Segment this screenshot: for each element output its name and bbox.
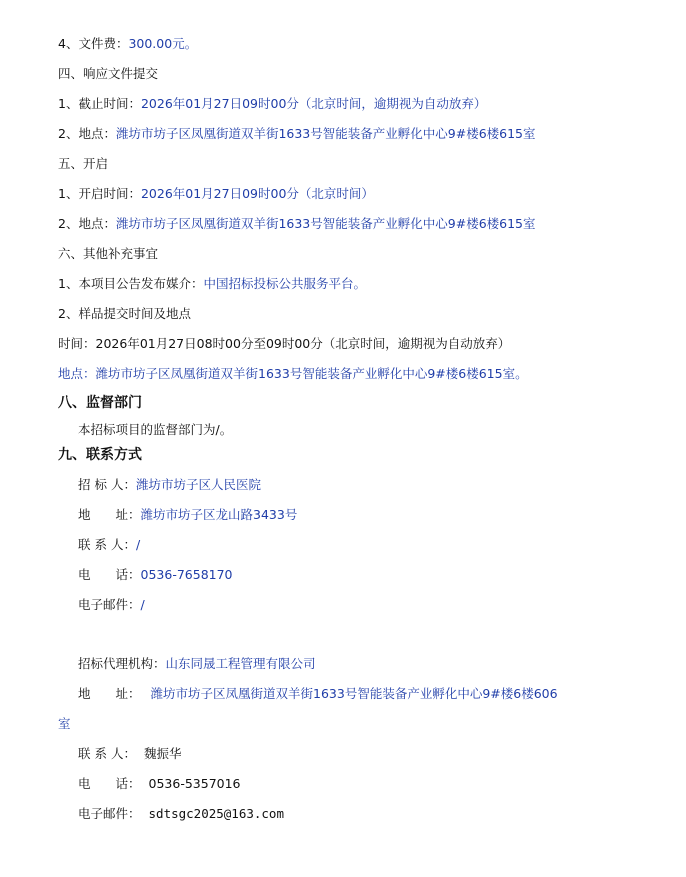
open-time-line: [58, 186, 374, 202]
section-4-title: 四、响应文件提交: [58, 66, 159, 81]
sample-place-value: 潍坊市坊子区凤凰街道双羊街1633号智能装备产业孵化中心9#楼6楼615室。: [95, 366, 528, 381]
buyer-name-line: [78, 477, 261, 493]
section-5-title: 五、开启: [58, 156, 109, 171]
agency-phone-value: 0536-5357016: [148, 776, 241, 791]
buyer-phone-value: 0536-7658170: [140, 567, 233, 582]
fee-value: 300.00元。: [128, 36, 198, 51]
agency-contact-value: 魏振华: [143, 746, 182, 761]
open-location-value: 潍坊市坊子区凤凰街道双羊街1633号智能装备产业孵化中心9#楼6楼615室: [115, 216, 536, 231]
buyer-phone-line: [78, 567, 233, 583]
submit-location-value: 潍坊市坊子区凤凰街道双羊街1633号智能装备产业孵化中心9#楼6楼615室: [115, 126, 536, 141]
buyer-address-line: [78, 507, 297, 523]
agency-email-value[interactable]: sdtsgc2025@163.com: [148, 806, 284, 821]
agency-contact-label: 联 系 人：: [78, 746, 136, 761]
section-6-title: 六、其他补充事宜: [58, 246, 159, 261]
agency-contact-line: [78, 746, 181, 762]
media-value: 中国招标投标公共服务平台。: [203, 276, 366, 291]
buyer-email-line: [78, 597, 145, 613]
buyer-address-label: 地 址：: [78, 507, 141, 522]
agency-phone-label: 电 话：: [78, 776, 141, 791]
sample-time-line: [58, 336, 510, 352]
open-location-label: 2、地点：: [58, 216, 116, 231]
media-label: 1、本项目公告发布媒介：: [58, 276, 204, 291]
agency-address-value: 潍坊市坊子区凤凰街道双羊街1633号智能装备产业孵化中心9#楼6楼606: [150, 686, 558, 701]
agency-address-wrap: 室: [58, 716, 71, 731]
sample-time-value: 2026年01月27日08时00分至09时00分（北京时间，逾期视为自动放弃）: [95, 336, 511, 351]
agency-name-label: 招标代理机构：: [78, 656, 166, 671]
media-line: [58, 276, 366, 292]
section-8-title: 八、监督部门: [58, 395, 142, 411]
agency-email-label: 电子邮件：: [78, 806, 141, 821]
buyer-address-value: 潍坊市坊子区龙山路3433号: [140, 507, 298, 522]
agency-email-line: [78, 806, 284, 822]
buyer-email-label: 电子邮件：: [78, 597, 141, 612]
buyer-name-value: 潍坊市坊子区人民医院: [135, 477, 261, 492]
sample-time-label: 时间：: [58, 336, 96, 351]
agency-name-value: 山东同晟工程管理有限公司: [165, 656, 316, 671]
agency-phone-line: [78, 776, 241, 792]
agency-address-line: [78, 686, 558, 702]
buyer-name-label: 招 标 人：: [78, 477, 136, 492]
open-time-value: 2026年01月27日09时00分（北京时间）: [140, 186, 374, 201]
sample-place-line: [58, 366, 528, 382]
supervision-text: 本招标项目的监督部门为/。: [78, 422, 233, 437]
buyer-phone-label: 电 话：: [78, 567, 141, 582]
sample-place-label: 地点：: [58, 366, 96, 381]
buyer-contact-label: 联 系 人：: [78, 537, 136, 552]
section-9-title: 九、联系方式: [58, 447, 142, 463]
submit-location-line: [58, 126, 536, 142]
deadline-line: [58, 96, 486, 112]
fee-label: 4、文件费：: [58, 36, 129, 51]
agency-name-line: [78, 656, 316, 672]
deadline-value: 2026年01月27日09时00分（北京时间，逾期视为自动放弃）: [140, 96, 487, 111]
deadline-label: 1、截止时间：: [58, 96, 141, 111]
open-time-label: 1、开启时间：: [58, 186, 141, 201]
agency-address-label: 地 址：: [78, 686, 141, 701]
submit-location-label: 2、地点：: [58, 126, 116, 141]
buyer-email-value: /: [140, 597, 145, 612]
buyer-contact-line: [78, 537, 140, 553]
fee-line: [58, 36, 197, 52]
buyer-contact-value: /: [135, 537, 141, 552]
sample-heading: 2、样品提交时间及地点: [58, 306, 191, 321]
open-location-line: [58, 216, 536, 232]
